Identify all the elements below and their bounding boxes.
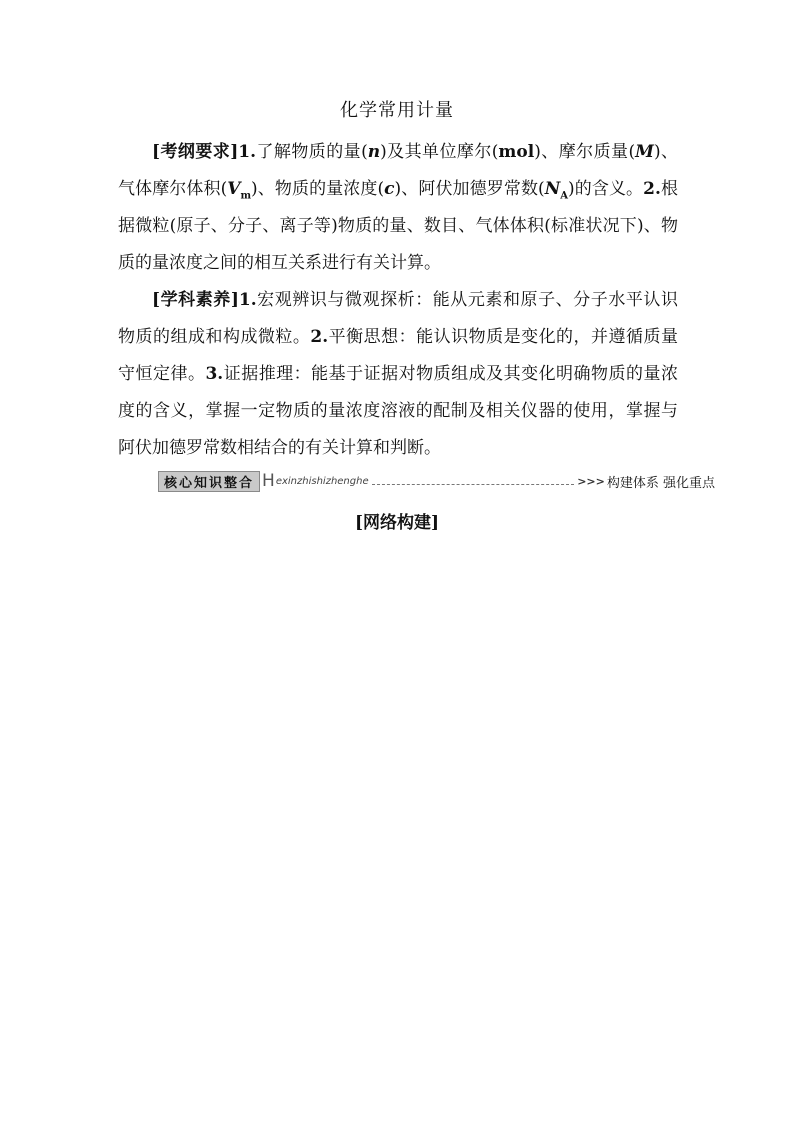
page-title: 化学常用计量 xyxy=(340,100,454,121)
syllabus-text: )、阿伏加德罗常数( xyxy=(394,179,545,199)
banner-pinyin: exinzhishizhenghe xyxy=(275,475,369,487)
syllabus-text: )及其单位摩尔( xyxy=(380,142,499,162)
syllabus-num-2: 2. xyxy=(643,179,661,199)
subscript-m: m xyxy=(240,190,252,202)
literacy-paragraph xyxy=(118,282,678,467)
syllabus-tag: [考纲要求] xyxy=(152,142,239,162)
symbol-n: n xyxy=(367,142,381,162)
subscript-A: A xyxy=(560,190,568,202)
literacy-text: 证据推理：能基于证据对物质组成及其变化明确物质的量浓度的含义，掌握一定物质的量浓度溶液的配制及相关仪器的使用，掌握与阿伏加德罗常数相结合的有关计算和判断。 xyxy=(118,364,679,458)
banner-letter: H xyxy=(262,471,275,491)
symbol-c: c xyxy=(384,179,395,199)
literacy-num-2: 2. xyxy=(310,327,329,347)
literacy-tag: [学科素养] xyxy=(152,290,239,310)
unit-mol: mol xyxy=(498,142,535,162)
literacy-text: 宏观辨识与微观探析：能从元素和原子、分子水平认识物质的组成和构成微粒。 xyxy=(118,290,678,347)
syllabus-text: )的含义。 xyxy=(568,179,644,199)
syllabus-text: )、气体摩尔体积( xyxy=(118,142,679,199)
literacy-num-1: 1. xyxy=(238,290,257,310)
syllabus-num-1: 1. xyxy=(238,142,257,162)
syllabus-text: 了解物质的量( xyxy=(256,142,368,162)
banner-tag: 核心知识整合 xyxy=(158,471,260,492)
symbol-V: V xyxy=(227,179,241,199)
document-body xyxy=(118,134,678,467)
chevrons-icon: >>> xyxy=(577,474,605,488)
section-heading: [网络构建] xyxy=(354,513,440,533)
syllabus-text: )、摩尔质量( xyxy=(534,142,636,162)
section-banner xyxy=(158,470,715,492)
banner-divider xyxy=(372,484,575,485)
banner-subtitle: 构建体系 强化重点 xyxy=(606,475,715,491)
literacy-text: 平衡思想：能认识物质是变化的，并遵循质量守恒定律。 xyxy=(118,327,679,384)
syllabus-text: )、物质的量浓度( xyxy=(251,179,385,199)
symbol-N: N xyxy=(544,179,561,199)
symbol-M: M xyxy=(635,142,654,162)
syllabus-paragraph xyxy=(118,134,678,282)
literacy-num-3: 3. xyxy=(205,364,224,384)
syllabus-text: 根据微粒(原子、分子、离子等)物质的量、数目、气体体积(标准状况下)、物质的量浓度之间的相互关系进行有关计算。 xyxy=(118,179,679,273)
